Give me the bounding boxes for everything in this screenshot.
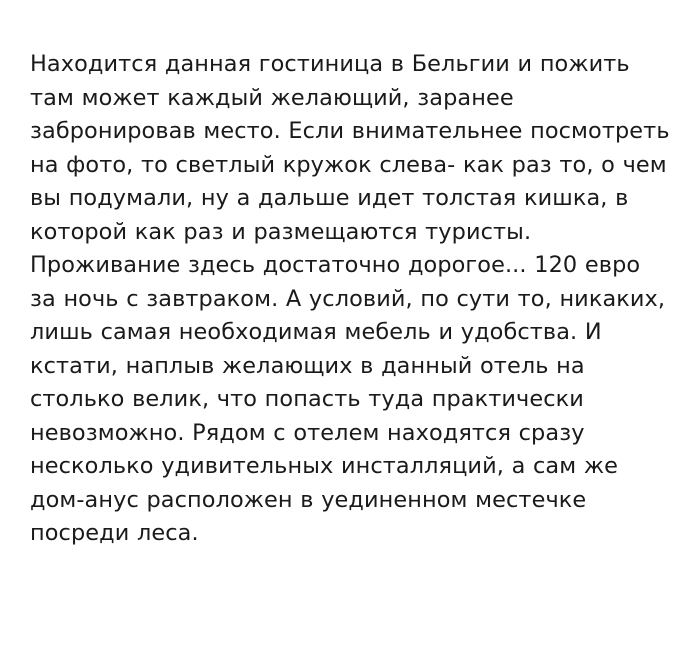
article-body-text: Находится данная гостиница в Бельгии и пожить там может каждый желающий, заранее забронировав место. Если внимательнее посмотреть на фото, то светлый кружок слева- как раз то, о чем вы подумали, ну а дальше идет толстая кишка, в которой как раз и размещаются туристы. Проживание здесь достаточно дорогое... 120 евро за ночь с завтраком. А условий, по сути то, никаких, лишь самая необходимая мебель и удобства. И кстати, наплыв желающих в данный отель на столько велик, что попасть туда практически невозможно. Рядом с отелем находятся сразу несколько удивительных инсталляций, а сам же дом-анус расположен в уединенном местечке посреди леса.	[30, 51, 678, 547]
